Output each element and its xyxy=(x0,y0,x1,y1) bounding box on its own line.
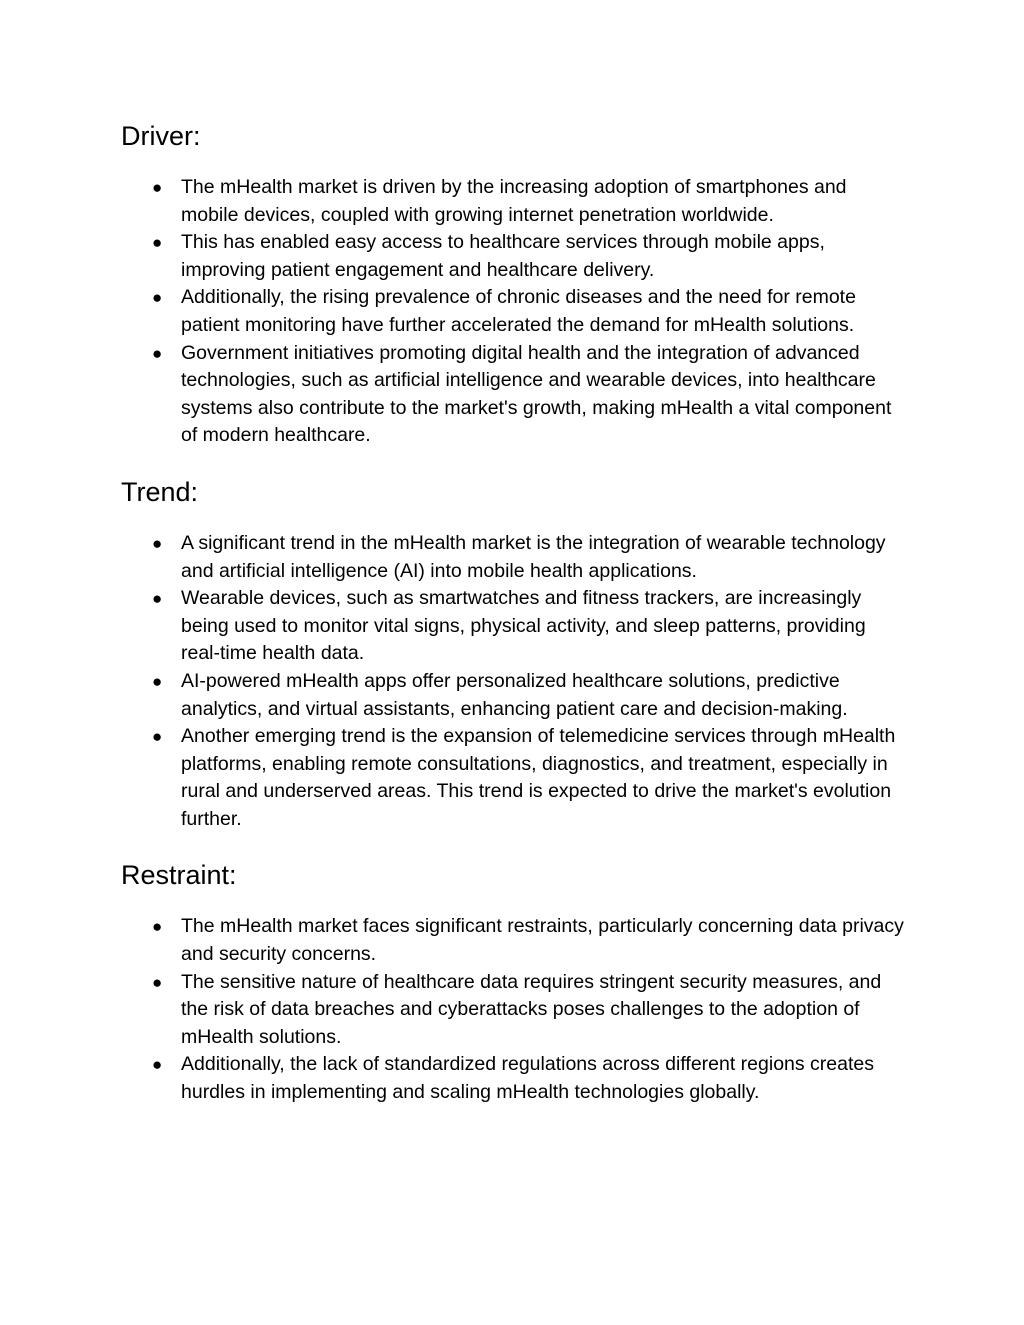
list-item-text: Additionally, the lack of standardized regulations across different regions creates hurdles in implementing and scaling mHealth technologies globally. xyxy=(181,1053,875,1104)
list-item-text: Government initiatives promoting digital health and the integration of advanced technologies, such as artificial intelligence and wearable devices, into healthcare systems also contribute to the market's growth, making mHealth a vital component of modern healthcare. xyxy=(181,341,892,447)
bullet-icon: ● xyxy=(152,178,163,197)
list-item-text: Wearable devices, such as smartwatches and fitness trackers, are increasingly being used to monitor vital signs, physical activity, and sleep patterns, providing real-time health data. xyxy=(181,587,866,665)
list-item-text: Another emerging trend is the expansion of telemedicine services through mHealth platforms, enabling remote consultations, diagnostics, and treatment, especially in rural and underserved areas. This trend is expected to drive the market's evolution further. xyxy=(181,725,896,830)
bullet-list xyxy=(121,913,906,1106)
bullet-icon: ● xyxy=(152,1055,163,1075)
list-item xyxy=(121,1051,906,1106)
bullet-icon: ● xyxy=(152,589,163,609)
list-item xyxy=(121,969,906,1052)
section-heading: Driver: xyxy=(121,121,201,151)
list-item xyxy=(121,174,906,229)
bullet-icon: ● xyxy=(152,917,163,937)
list-item xyxy=(121,723,906,833)
list-item xyxy=(121,340,906,450)
bullet-icon: ● xyxy=(152,343,163,363)
list-item-text: The sensitive nature of healthcare data requires stringent security measures, and the risk of data breaches and cyberattacks poses challenges to the adoption of mHealth solutions. xyxy=(181,970,882,1048)
list-item-text: The mHealth market faces significant restraints, particularly concerning data privacy and security concerns. xyxy=(181,915,904,966)
list-item-text: Additionally, the rising prevalence of chronic diseases and the need for remote patient monitoring have further accelerated the demand for mHealth solutions. xyxy=(181,286,856,336)
bullet-icon: ● xyxy=(152,972,163,992)
list-item xyxy=(121,668,906,723)
section-trend xyxy=(121,474,906,834)
list-item-text: The mHealth market is driven by the increasing adoption of smartphones and mobile devices, coupled with growing internet penetration worldwide. xyxy=(181,176,847,226)
list-item xyxy=(121,530,906,585)
list-item xyxy=(121,229,906,284)
list-item-text: This has enabled easy access to healthcare services through mobile apps, improving patient engagement and healthcare delivery. xyxy=(181,231,825,281)
bullet-icon: ● xyxy=(152,533,163,553)
list-item xyxy=(121,913,906,968)
section-heading: Trend: xyxy=(121,476,199,507)
bullet-list xyxy=(121,530,906,834)
bullet-icon: ● xyxy=(152,671,163,691)
section-driver xyxy=(121,118,906,450)
list-item-text: AI-powered mHealth apps offer personalized healthcare solutions, predictive analytics, and virtual assistants, enhancing patient care and decision-making. xyxy=(181,669,848,720)
bullet-icon: ● xyxy=(152,288,163,308)
list-item xyxy=(121,284,906,339)
list-item-text: A significant trend in the mHealth market is the integration of wearable technology and artificial intelligence (AI) into mobile health applications. xyxy=(181,531,886,582)
section-restraint xyxy=(121,857,906,1106)
bullet-icon: ● xyxy=(152,727,163,747)
list-item xyxy=(121,585,906,668)
bullet-list xyxy=(121,174,906,450)
section-heading: Restraint: xyxy=(121,860,237,891)
bullet-icon: ● xyxy=(152,233,163,253)
